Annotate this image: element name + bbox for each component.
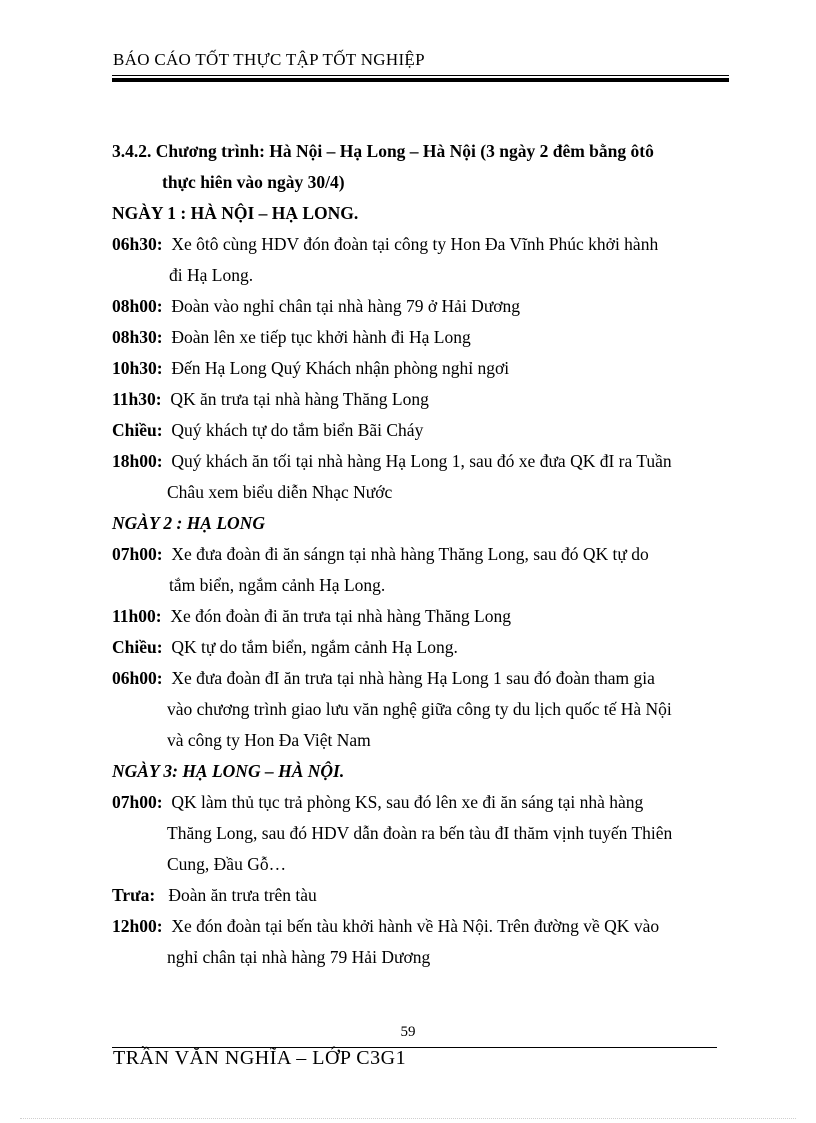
schedule-time: 06h00: — [112, 668, 163, 688]
schedule-text: Đoàn lên xe tiếp tục khởi hành đi Hạ Long — [171, 327, 471, 347]
schedule-time: 10h30: — [112, 358, 163, 378]
schedule-text: Đoàn ăn trưa trên tàu — [168, 885, 317, 905]
schedule-item-cont: tắm biển, ngắm cảnh Hạ Long. — [169, 575, 386, 595]
schedule-time: 06h30: — [112, 234, 163, 254]
day-1-title: NGÀY 1 : HÀ NỘI – HẠ LONG. — [112, 203, 359, 223]
schedule-text: Xe ôtô cùng HDV đón đoàn tại công ty Hon Đa Vĩnh Phúc khởi hành — [171, 234, 659, 254]
schedule-time: 18h00: — [112, 451, 163, 471]
header-rule-thick — [112, 78, 729, 82]
schedule-time: Chiều: — [112, 420, 163, 440]
header-rule-thin — [112, 75, 729, 76]
schedule-text: QK làm thủ tục trả phòng KS, sau đó lên xe đi ăn sáng tại nhà hàng — [171, 792, 644, 812]
schedule-item-cont: Thăng Long, sau đó HDV dẫn đoàn ra bến tàu đI thăm vịnh tuyến Thiên — [167, 823, 673, 843]
schedule-text: Quý khách ăn tối tại nhà hàng Hạ Long 1, sau đó xe đưa QK đI ra Tuần — [171, 451, 672, 471]
day-3-title: NGÀY 3: HẠ LONG – HÀ NỘI. — [112, 761, 345, 781]
schedule-item — [112, 419, 423, 441]
footer-author: TRẦN VĂN NGHĨA – LỚP C3G1 — [113, 1047, 407, 1069]
schedule-item — [112, 636, 458, 658]
schedule-item-cont: Cung, Đầu Gỗ… — [167, 854, 287, 874]
schedule-item — [112, 295, 520, 317]
schedule-text: QK ăn trưa tại nhà hàng Thăng Long — [170, 389, 429, 409]
section-heading: 3.4.2. Chương trình: Hà Nội – Hạ Long – Hà Nội (3 ngày 2 đêm bằng ôtô — [112, 141, 654, 161]
schedule-text: QK tự do tắm biển, ngắm cảnh Hạ Long. — [171, 637, 458, 657]
page-edge-dots — [20, 1118, 796, 1119]
schedule-time: 11h00: — [112, 606, 162, 626]
schedule-text: Đến Hạ Long Quý Khách nhận phòng nghỉ ngơi — [171, 358, 510, 378]
schedule-item — [112, 450, 672, 472]
schedule-text: Xe đón đoàn tại bến tàu khởi hành về Hà Nội. Trên đường về QK vào — [171, 916, 660, 936]
schedule-time: Trưa: — [112, 885, 156, 905]
schedule-item — [112, 326, 471, 348]
section-heading-cont: thực hiên vào ngày 30/4) — [162, 172, 345, 192]
schedule-time: Chiều: — [112, 637, 163, 657]
schedule-text: Xe đón đoàn đi ăn trưa tại nhà hàng Thăng Long — [170, 606, 511, 626]
schedule-item — [112, 667, 655, 689]
schedule-time: 07h00: — [112, 792, 163, 812]
schedule-item-cont: và công ty Hon Đa Việt Nam — [167, 730, 371, 750]
schedule-item-cont: vào chương trình giao lưu văn nghệ giữa công ty du lịch quốc tế Hà Nội — [167, 699, 672, 719]
schedule-time: 08h00: — [112, 296, 163, 316]
schedule-time: 07h00: — [112, 544, 163, 564]
report-header-title: BÁO CÁO TỐT THỰC TẬP TỐT NGHIỆP — [113, 50, 425, 69]
page-number: 59 — [400, 1024, 416, 1040]
schedule-time: 12h00: — [112, 916, 163, 936]
schedule-item — [112, 915, 659, 937]
schedule-time: 08h30: — [112, 327, 163, 347]
schedule-item — [112, 791, 643, 813]
schedule-time: 11h30: — [112, 389, 162, 409]
schedule-item — [112, 605, 511, 627]
schedule-item — [112, 357, 509, 379]
schedule-text: Đoàn vào nghỉ chân tại nhà hàng 79 ở Hải Dương — [171, 296, 521, 316]
schedule-item-cont: nghỉ chân tại nhà hàng 79 Hải Dương — [167, 947, 431, 967]
schedule-item — [112, 543, 649, 565]
schedule-item-cont: đi Hạ Long. — [169, 265, 254, 285]
schedule-item — [112, 388, 429, 410]
schedule-text: Xe đưa đoàn đI ăn trưa tại nhà hàng Hạ Long 1 sau đó đoàn tham gia — [171, 668, 655, 688]
schedule-item — [112, 884, 317, 906]
schedule-item — [112, 233, 658, 255]
schedule-item-cont: Châu xem biểu diễn Nhạc Nước — [167, 482, 393, 502]
schedule-text: Quý khách tự do tắm biển Bãi Cháy — [171, 420, 424, 440]
day-2-title: NGÀY 2 : HẠ LONG — [112, 513, 265, 533]
schedule-text: Xe đưa đoàn đi ăn sángn tại nhà hàng Thăng Long, sau đó QK tự do — [171, 544, 649, 564]
